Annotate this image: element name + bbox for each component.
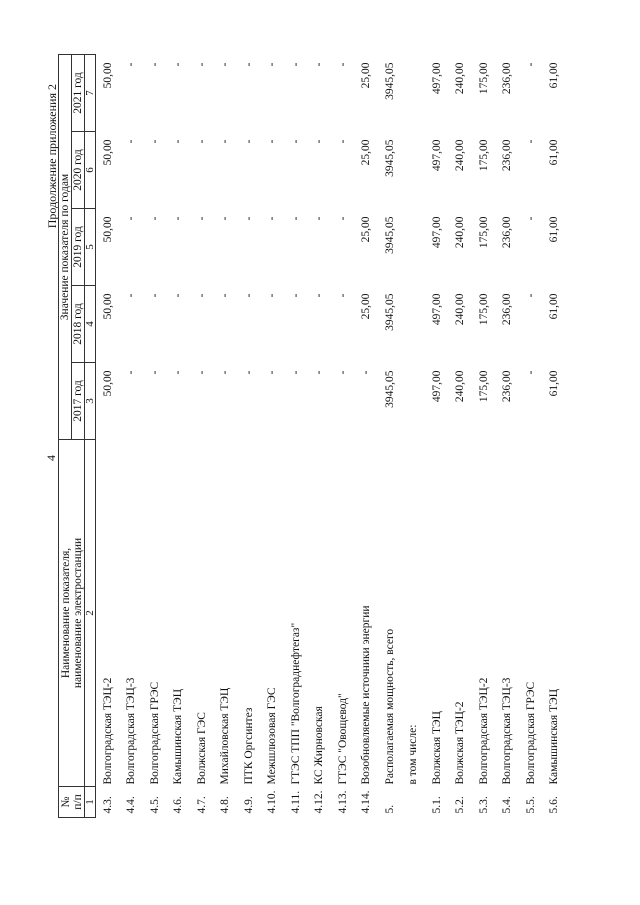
row-value: 240,00 bbox=[454, 216, 467, 249]
row-value: 3945,05 bbox=[383, 139, 396, 177]
row-number: 4.14. bbox=[360, 790, 373, 814]
header-index: 4 bbox=[85, 286, 96, 363]
table-body bbox=[96, 55, 567, 818]
table-row bbox=[472, 55, 496, 818]
row-name: Михайловская ТЭЦ bbox=[219, 687, 232, 785]
row-value: 50,00 bbox=[101, 216, 114, 243]
row-value: - bbox=[242, 216, 255, 221]
row-value: - bbox=[172, 216, 185, 221]
row-name: Волгоградская ТЭЦ-3 bbox=[501, 677, 514, 785]
row-value: - bbox=[148, 370, 161, 375]
row-value: 175,00 bbox=[477, 139, 490, 172]
row-name: КС Жирновская bbox=[313, 706, 326, 785]
row-name: Волгоградская ТЭЦ-3 bbox=[125, 677, 138, 785]
row-value: - bbox=[336, 216, 349, 221]
header-no bbox=[59, 787, 85, 818]
header-name bbox=[59, 440, 85, 787]
row-name: Возобновляемые источники энергии bbox=[360, 605, 373, 785]
row-value: - bbox=[172, 139, 185, 144]
row-value bbox=[402, 132, 426, 209]
row-number: 5.2. bbox=[454, 796, 467, 814]
table-row bbox=[214, 55, 238, 818]
header-index: 5 bbox=[85, 209, 96, 286]
header-year: 2019 год bbox=[72, 209, 85, 286]
row-value: - bbox=[242, 62, 255, 67]
row-value: - bbox=[313, 370, 326, 375]
header-index: 3 bbox=[85, 363, 96, 440]
row-name: Волжская ТЭЦ-2 bbox=[454, 701, 467, 785]
row-value: - bbox=[266, 216, 279, 221]
row-value: 175,00 bbox=[477, 62, 490, 95]
row-value: 175,00 bbox=[477, 216, 490, 249]
row-value: 240,00 bbox=[454, 370, 467, 403]
row-value: - bbox=[524, 139, 537, 144]
row-number: 4.12. bbox=[313, 790, 326, 814]
row-number: 5.5. bbox=[524, 796, 537, 814]
row-value: 50,00 bbox=[101, 370, 114, 397]
table-row bbox=[120, 55, 144, 818]
row-value: 236,00 bbox=[501, 139, 514, 172]
table-row bbox=[355, 55, 379, 818]
row-value: 175,00 bbox=[477, 370, 490, 403]
row-value: 3945,05 bbox=[383, 216, 396, 254]
row-number: 4.6. bbox=[172, 796, 185, 814]
row-value: - bbox=[195, 62, 208, 67]
row-value: 236,00 bbox=[501, 62, 514, 95]
row-name: Волгоградская ТЭЦ-2 bbox=[101, 677, 114, 785]
header-year: 2021 год bbox=[72, 55, 85, 132]
row-value: - bbox=[242, 293, 255, 298]
table-row bbox=[425, 55, 449, 818]
row-value: 236,00 bbox=[501, 216, 514, 249]
row-value: - bbox=[313, 293, 326, 298]
row-value: 236,00 bbox=[501, 293, 514, 326]
row-value: - bbox=[219, 293, 232, 298]
row-value: - bbox=[289, 139, 302, 144]
row-number: 4.5. bbox=[148, 796, 161, 814]
row-value: - bbox=[195, 139, 208, 144]
row-value: - bbox=[336, 293, 349, 298]
row-value bbox=[402, 209, 426, 286]
row-name: Камышинская ТЭЦ bbox=[548, 689, 561, 785]
row-number: 5.6. bbox=[548, 796, 561, 814]
table-row bbox=[402, 55, 426, 818]
row-number: 4.8. bbox=[219, 796, 232, 814]
row-name: ГТЭС ТПП "Волгограднефтегаз" bbox=[289, 622, 302, 785]
header-index: 7 bbox=[85, 55, 96, 132]
row-number: 5.1. bbox=[430, 796, 443, 814]
row-value: 50,00 bbox=[101, 62, 114, 89]
row-value: 240,00 bbox=[454, 293, 467, 326]
row-name: Волгоградская ТЭЦ-2 bbox=[477, 677, 490, 785]
header-name-text: Наименование показателя, наименование электростанции bbox=[59, 537, 84, 689]
header-index: 1 bbox=[85, 787, 96, 818]
row-value: 497,00 bbox=[430, 216, 443, 249]
row-name: Волгоградская ГРЭС bbox=[148, 681, 161, 785]
row-value: 61,00 bbox=[548, 370, 561, 397]
row-value: - bbox=[289, 370, 302, 375]
row-number: 4.7. bbox=[195, 796, 208, 814]
table-row bbox=[190, 55, 214, 818]
row-value: 497,00 bbox=[430, 293, 443, 326]
row-value: - bbox=[195, 293, 208, 298]
table-row bbox=[378, 55, 402, 818]
row-value: - bbox=[125, 216, 138, 221]
row-value: - bbox=[242, 139, 255, 144]
row-value: 497,00 bbox=[430, 62, 443, 95]
table-row bbox=[284, 55, 308, 818]
header-year: 2020 год bbox=[72, 132, 85, 209]
table-row bbox=[261, 55, 285, 818]
header-index: 6 bbox=[85, 132, 96, 209]
row-value: 25,00 bbox=[360, 62, 373, 89]
row-value: - bbox=[195, 370, 208, 375]
row-value: 497,00 bbox=[430, 139, 443, 172]
row-value: - bbox=[172, 370, 185, 375]
row-value: - bbox=[313, 216, 326, 221]
row-value: 236,00 bbox=[501, 370, 514, 403]
page-number: 4 bbox=[44, 455, 58, 461]
row-number: 5.3. bbox=[477, 796, 490, 814]
row-name: Располагаемая мощность, всего bbox=[383, 628, 396, 785]
row-value: 497,00 bbox=[430, 370, 443, 403]
row-value: 25,00 bbox=[360, 293, 373, 320]
row-name: Волжская ГЭС bbox=[195, 712, 208, 785]
row-value: - bbox=[266, 62, 279, 67]
row-value: - bbox=[148, 139, 161, 144]
row-name: Межшлюзовая ГЭС bbox=[266, 687, 279, 785]
row-value: - bbox=[289, 293, 302, 298]
row-value: - bbox=[313, 139, 326, 144]
row-value: - bbox=[524, 293, 537, 298]
row-value: - bbox=[336, 139, 349, 144]
row-value: 3945,05 bbox=[383, 370, 396, 408]
row-value: 25,00 bbox=[360, 216, 373, 243]
row-value: - bbox=[125, 370, 138, 375]
row-value: 61,00 bbox=[548, 139, 561, 166]
row-value: 61,00 bbox=[548, 62, 561, 89]
row-value: - bbox=[289, 62, 302, 67]
row-value: - bbox=[289, 216, 302, 221]
row-value: - bbox=[148, 62, 161, 67]
header-year: 2018 год bbox=[72, 286, 85, 363]
table-row bbox=[96, 55, 120, 818]
row-value: - bbox=[266, 370, 279, 375]
row-value: - bbox=[336, 370, 349, 375]
row-value: 50,00 bbox=[101, 293, 114, 320]
row-number: 4.4. bbox=[125, 796, 138, 814]
row-number: 5. bbox=[383, 804, 396, 814]
row-value: - bbox=[242, 370, 255, 375]
row-value: - bbox=[148, 216, 161, 221]
table-row bbox=[308, 55, 332, 818]
row-value: - bbox=[125, 293, 138, 298]
row-number: 4.11. bbox=[289, 790, 302, 814]
row-value: 3945,05 bbox=[383, 293, 396, 331]
table-row bbox=[496, 55, 520, 818]
row-number bbox=[402, 787, 426, 818]
row-value: 61,00 bbox=[548, 293, 561, 320]
row-value: - bbox=[313, 62, 326, 67]
row-value: - bbox=[524, 62, 537, 67]
row-name: ПТК Оргсинтез bbox=[242, 707, 255, 785]
row-value bbox=[402, 363, 426, 440]
row-value: - bbox=[172, 293, 185, 298]
row-value: - bbox=[125, 62, 138, 67]
row-value: 25,00 bbox=[360, 139, 373, 166]
header-values-group: Значение показателя по годам bbox=[59, 55, 72, 440]
row-value bbox=[402, 55, 426, 132]
indicators-table bbox=[58, 54, 566, 818]
table-row bbox=[449, 55, 473, 818]
row-number: 4.13. bbox=[336, 790, 349, 814]
table-row bbox=[331, 55, 355, 818]
row-value: 175,00 bbox=[477, 293, 490, 326]
row-name: Волжская ТЭЦ bbox=[430, 711, 443, 785]
row-name: Камышинская ТЭЦ bbox=[172, 689, 185, 785]
row-value: - bbox=[219, 370, 232, 375]
row-value: - bbox=[172, 62, 185, 67]
row-value: 240,00 bbox=[454, 139, 467, 172]
row-name: в том числе: bbox=[407, 724, 420, 785]
table-row bbox=[143, 55, 167, 818]
row-value: - bbox=[266, 139, 279, 144]
table-row bbox=[519, 55, 543, 818]
row-value: - bbox=[360, 370, 373, 375]
row-number: 4.3. bbox=[101, 796, 114, 814]
row-value: 50,00 bbox=[101, 139, 114, 166]
row-name: Волгоградская ГРЭС bbox=[524, 681, 537, 785]
row-value: - bbox=[195, 216, 208, 221]
table-row bbox=[167, 55, 191, 818]
row-value: - bbox=[148, 293, 161, 298]
row-number: 4.9. bbox=[242, 796, 255, 814]
row-value: 240,00 bbox=[454, 62, 467, 95]
row-number: 4.10. bbox=[266, 790, 279, 814]
row-value: - bbox=[266, 293, 279, 298]
header-year: 2017 год bbox=[72, 363, 85, 440]
table-row bbox=[237, 55, 261, 818]
row-value: - bbox=[219, 139, 232, 144]
row-number: 5.4. bbox=[501, 796, 514, 814]
continuation-note: Продолжение приложения 2 bbox=[45, 84, 59, 229]
header-index: 2 bbox=[85, 440, 96, 787]
header-no-text: № п/п bbox=[59, 794, 84, 810]
row-value bbox=[402, 286, 426, 363]
row-value: - bbox=[336, 62, 349, 67]
row-value: - bbox=[219, 216, 232, 221]
row-value: 3945,05 bbox=[383, 62, 396, 100]
row-value: - bbox=[524, 216, 537, 221]
table-row bbox=[543, 55, 567, 818]
row-value: - bbox=[219, 62, 232, 67]
row-value: 61,00 bbox=[548, 216, 561, 243]
row-name: ГТЭС "Овощевод" bbox=[336, 693, 349, 785]
row-value: - bbox=[524, 370, 537, 375]
row-value: - bbox=[125, 139, 138, 144]
